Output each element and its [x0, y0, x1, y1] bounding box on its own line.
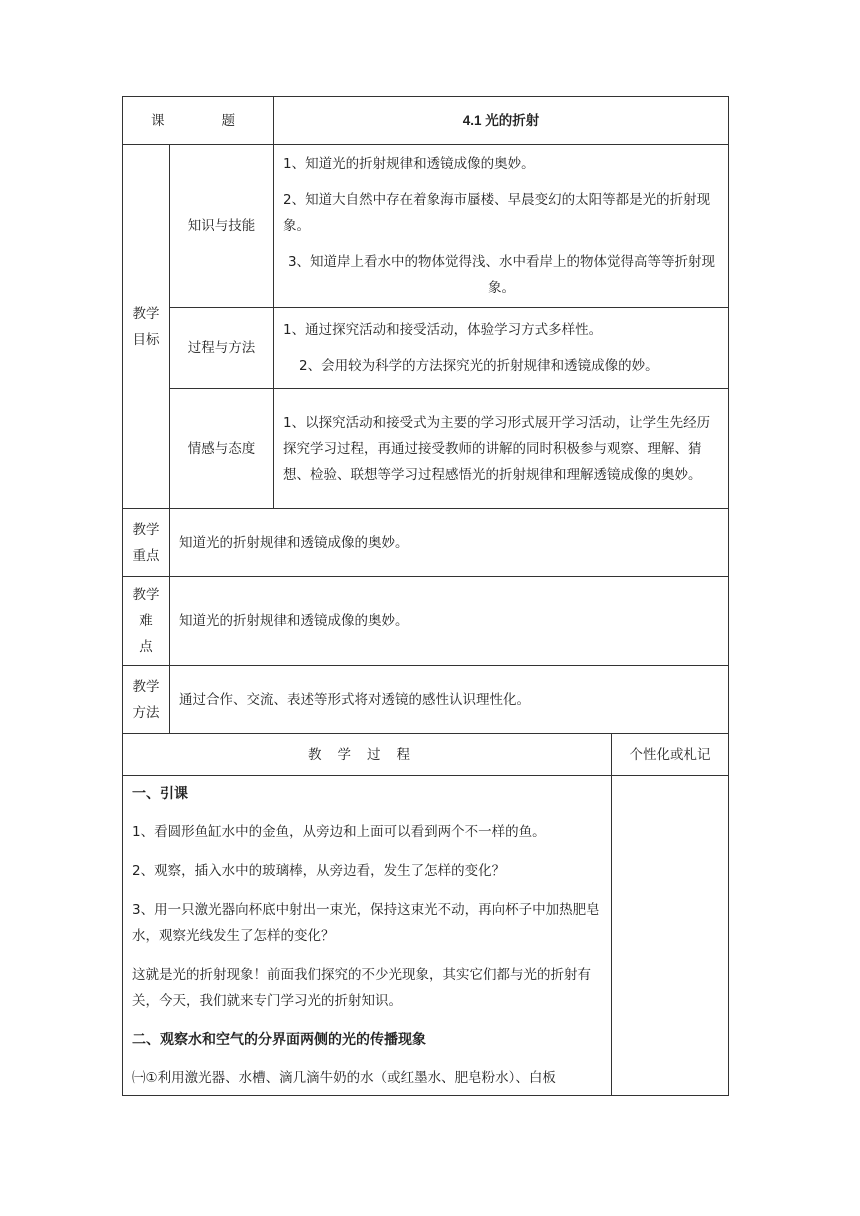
- topic-label: 课 题: [123, 97, 274, 145]
- process-header-row: [123, 734, 729, 776]
- lesson-plan-table: [122, 96, 729, 1096]
- process-body-row: [123, 776, 729, 1096]
- knowledge-item-1: 1、知道光的折射规律和透镜成像的奥妙。: [283, 156, 535, 172]
- emotion-item-1: 1、以探究活动和接受式为主要的学习形式展开学习活动，让学生先经历探究学习过程，再通过接受教师的讲解的同时积极参与观察、理解、猜想、检验、联想等学习过程感悟光的折射规律和理解透镜成像的奥妙。: [283, 414, 711, 483]
- process-paragraph-3: 3、用一只激光器向杯底中射出一束光，保持这束光不动，再向杯子中加热肥皂水，观察光线发生了怎样的变化？: [132, 902, 600, 944]
- knowledge-label: 知识与技能: [170, 145, 274, 308]
- section-2-title: 二、观察水和空气的分界面两侧的光的传播现象: [132, 1032, 426, 1048]
- methods-row: [123, 666, 729, 734]
- notes-column: [612, 776, 729, 1096]
- objective-process-row: [123, 308, 729, 389]
- objective-emotion-row: [123, 389, 729, 509]
- topic-row: [123, 97, 729, 145]
- process-body: [123, 776, 612, 1096]
- section-1-title: 一、引课: [132, 786, 188, 802]
- methods-label: 教学 方法: [123, 666, 170, 734]
- process-item-2: 2、会用较为科学的方法探究光的折射规律和透镜成像的妙。: [299, 358, 659, 374]
- key-points-label: 教学 重点: [123, 509, 170, 577]
- knowledge-content: [274, 145, 729, 308]
- emotion-content: [274, 389, 729, 509]
- topic-title: 4.1 光的折射: [274, 97, 729, 145]
- difficulties-label: 教学 难 点: [123, 577, 170, 666]
- process-label: 过程与方法: [170, 308, 274, 389]
- key-points-row: [123, 509, 729, 577]
- difficulties-text: 知道光的折射规律和透镜成像的奥妙。: [170, 577, 729, 666]
- difficulties-row: [123, 577, 729, 666]
- process-title: 教学过程: [123, 734, 612, 776]
- process-content: [274, 308, 729, 389]
- methods-text: 通过合作、交流、表述等形式将对透镜的感性认识理性化。: [170, 666, 729, 734]
- objective-knowledge-row: [123, 145, 729, 308]
- emotion-label: 情感与态度: [170, 389, 274, 509]
- process-paragraph-1: 1、看圆形鱼缸水中的金鱼，从旁边和上面可以看到两个不一样的鱼。: [132, 824, 546, 840]
- objectives-label: 教学 目标: [123, 145, 170, 509]
- process-paragraph-5: ㈠①利用激光器、水槽、滴几滴牛奶的水（或红墨水、肥皂粉水）、白板: [132, 1070, 556, 1086]
- process-paragraph-4: 这就是光的折射现象！前面我们探究的不少光现象，其实它们都与光的折射有关，今天，我们就来专门学习光的折射知识。: [132, 967, 591, 1009]
- knowledge-item-2: 2、知道大自然中存在着象海市蜃楼、早晨变幻的太阳等都是光的折射现象。: [283, 192, 711, 234]
- process-item-1: 1、通过探究活动和接受活动，体验学习方式多样性。: [283, 322, 603, 338]
- process-paragraph-2: 2、观察，插入水中的玻璃棒，从旁边看，发生了怎样的变化？: [132, 863, 506, 879]
- knowledge-item-3: 3、知道岸上看水中的物体觉得浅、水中看岸上的物体觉得高等等折射现象。: [287, 254, 716, 296]
- notes-header: 个性化或札记: [612, 734, 729, 776]
- key-points-text: 知道光的折射规律和透镜成像的奥妙。: [170, 509, 729, 577]
